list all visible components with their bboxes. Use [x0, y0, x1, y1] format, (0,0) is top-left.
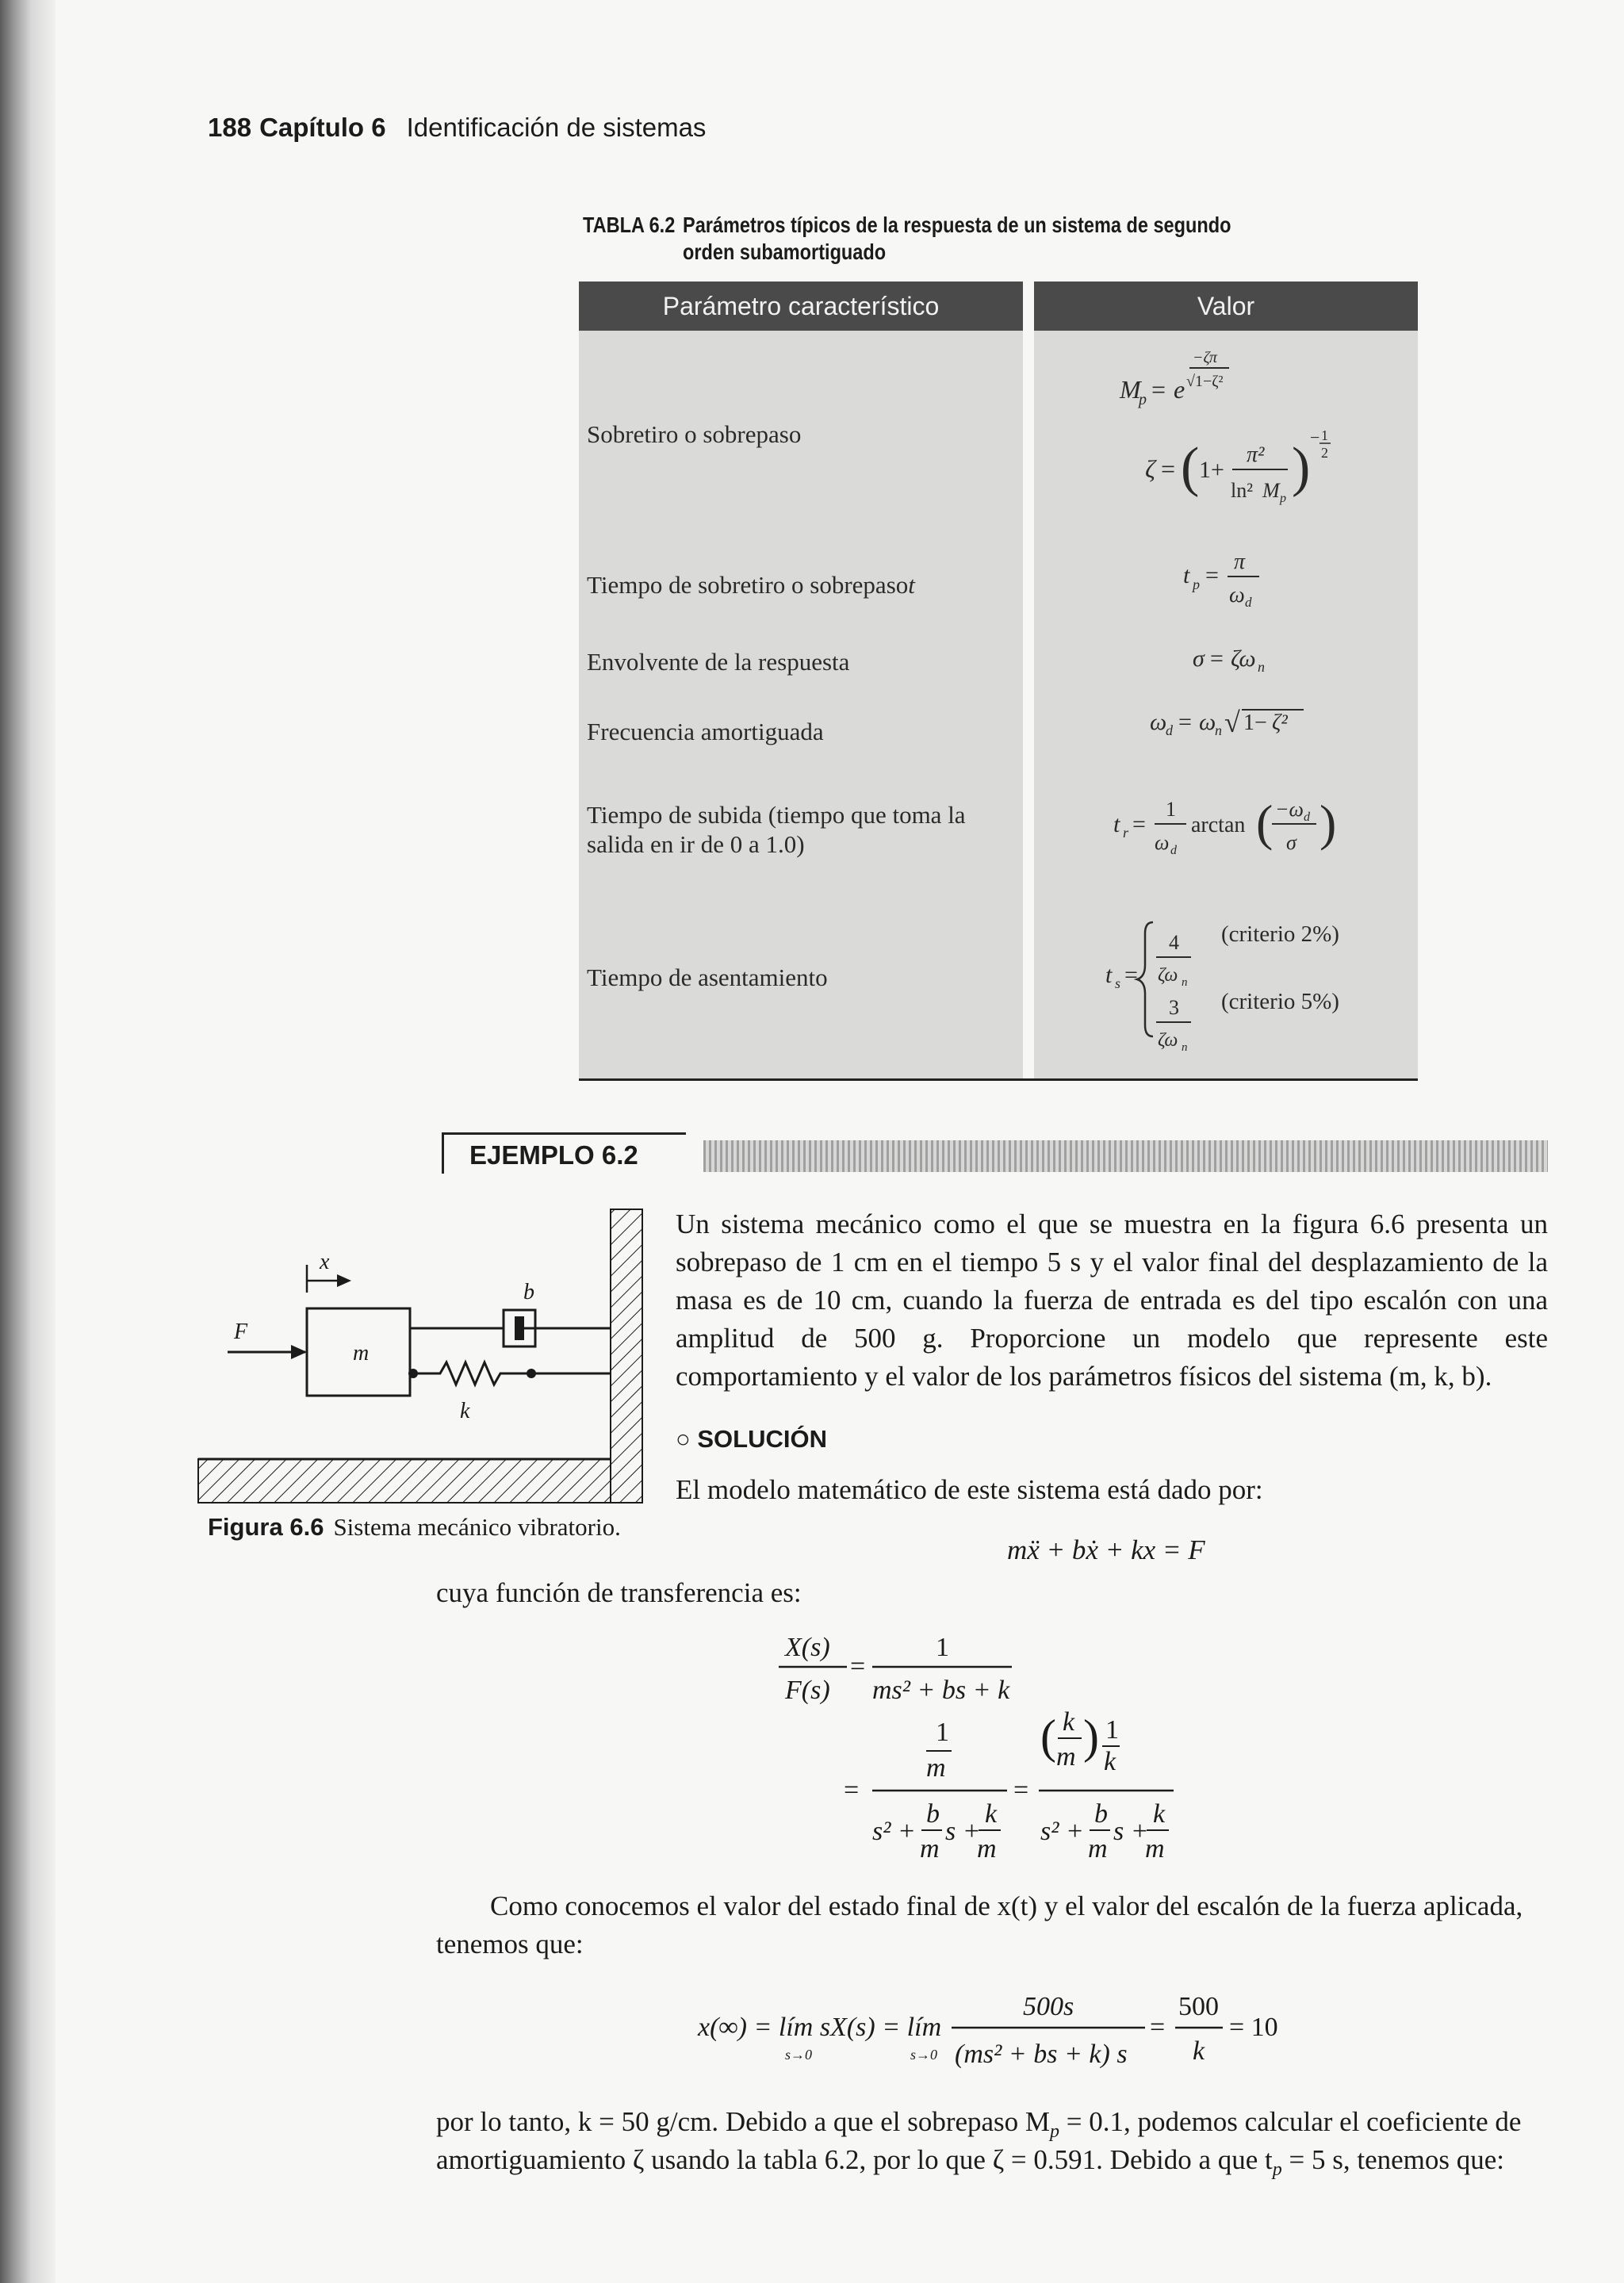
- svg-text:−: −: [1310, 427, 1320, 447]
- label-F: F: [234, 1320, 248, 1344]
- header-value: Valor: [1034, 282, 1418, 331]
- svg-text:1+: 1+: [1199, 457, 1224, 483]
- svg-text:ln²: ln²: [1231, 479, 1254, 502]
- svg-text:b: b: [926, 1799, 940, 1829]
- svg-text:1: 1: [1105, 1715, 1119, 1745]
- svg-text:1: 1: [1166, 798, 1176, 821]
- row-settling-time-name: Tiempo de asentamiento: [587, 963, 828, 991]
- row-damped-frequency-name: Frecuencia amortiguada: [587, 718, 824, 745]
- svg-text:m: m: [1088, 1834, 1108, 1864]
- model-intro: El modelo matemático de este sistema está dado por:: [676, 1474, 1263, 1505]
- svg-text:k: k: [985, 1799, 998, 1829]
- svg-text:=: =: [1013, 1775, 1029, 1805]
- svg-text:=: =: [1150, 2013, 1166, 2042]
- svg-text:k: k: [1104, 1747, 1116, 1776]
- svg-text:ω: ω: [1229, 583, 1245, 607]
- svg-text:t: t: [1105, 962, 1113, 988]
- figure-mechanical-system: [194, 1205, 646, 1507]
- chapter-label: Capítulo 6: [259, 113, 386, 142]
- running-head: [208, 113, 706, 143]
- svg-text:m: m: [920, 1834, 940, 1864]
- table-caption-line2: orden subamortiguado: [683, 239, 887, 264]
- formula-rise-time: [1113, 795, 1336, 857]
- chapter-title: Identificación de sistemas: [406, 113, 707, 142]
- svg-text:(: (: [1040, 1710, 1056, 1763]
- formula-settling-time: [1105, 922, 1191, 1054]
- svg-text:m: m: [1056, 1742, 1076, 1772]
- svg-text:(: (: [1256, 795, 1274, 851]
- svg-text:−ζπ: −ζπ: [1193, 349, 1217, 366]
- svg-text:σ: σ: [1286, 831, 1297, 854]
- fv-k-den: k: [1193, 2036, 1205, 2066]
- svg-text:): ): [1320, 795, 1337, 851]
- wall: [611, 1209, 642, 1503]
- svg-text:s +: s +: [945, 1817, 981, 1846]
- svg-text:π: π: [1234, 550, 1246, 574]
- tf-numerator: X(s): [785, 1633, 830, 1662]
- svg-text:d: d: [1245, 595, 1252, 610]
- svg-text:p: p: [1193, 576, 1200, 592]
- svg-text:m: m: [926, 1753, 946, 1783]
- fv-sub-1: s→0: [785, 2047, 813, 2063]
- formula-zeta: [1145, 427, 1331, 505]
- svg-text:(: (: [1181, 437, 1200, 498]
- svg-text:p: p: [1280, 492, 1286, 505]
- example-label: EJEMPLO 6.2: [442, 1132, 686, 1174]
- fv-lhs: x(∞) = lím sX(s) = lím: [698, 2013, 942, 2042]
- label-x: x: [320, 1250, 330, 1274]
- label-m: m: [353, 1341, 370, 1366]
- svg-text:=: =: [1161, 454, 1176, 483]
- scan-binding-shadow: [0, 0, 56, 2283]
- svg-text:√: √: [1224, 707, 1240, 738]
- row-rise-time-name-1: Tiempo de subida (tiempo que toma la: [587, 801, 966, 829]
- formula-peak-time: [1183, 550, 1259, 610]
- svg-text:s +: s +: [1113, 1817, 1149, 1846]
- row-rise-time-name-2: salida en ir de 0 a 1.0): [587, 830, 805, 858]
- svg-text:n: n: [1182, 976, 1188, 989]
- fv-k-num: 500: [1178, 1992, 1219, 2021]
- conclusion-line-2: amortiguamiento ζ usando la tabla 6.2, por lo que ζ = 0.591. Debido a que $t_p = 5$ s, tenemos que:: [436, 2144, 1505, 2180]
- figure-caption: Figura 6.6 Sistema mecánico vibratorio.: [208, 1513, 621, 1541]
- svg-text:e: e: [1174, 375, 1185, 404]
- svg-text:d: d: [1304, 810, 1310, 824]
- example-statement: Un sistema mecánico como el que se muestra en la figura 6.6 presenta un sobrepaso de 1 cm en el tiempo 5 s y el valor final del desplazamiento de la masa es de 10 cm, cuando la fuerza de entrada es del tipo escalón con una amplitud de 500 g. Proporcione un modelo que represente este comportamiento y el valor de los parámetros físicos del sistema (m, k, b).: [676, 1209, 1548, 1392]
- svg-text:t: t: [1113, 811, 1120, 837]
- svg-text:3: 3: [1169, 996, 1179, 1019]
- svg-text:d: d: [1166, 722, 1173, 738]
- svg-text:=: =: [850, 1652, 866, 1681]
- svg-text:p: p: [1139, 391, 1147, 408]
- svg-text:M: M: [1120, 375, 1141, 404]
- example-stripe: [703, 1140, 1548, 1172]
- example-header: [442, 1132, 1548, 1174]
- svg-text:ω: ω: [1199, 709, 1216, 735]
- criterion-2-percent: (criterio 2%): [1221, 921, 1339, 947]
- svg-text:k: k: [1063, 1707, 1075, 1737]
- fv-result: = 10: [1229, 2013, 1278, 2042]
- equation-motion: mẍ + bẋ + kx = F: [1007, 1534, 1205, 1565]
- svg-text:r: r: [1123, 825, 1129, 841]
- svg-text:ζ: ζ: [1145, 454, 1155, 483]
- svg-text:s² +: s² +: [1040, 1817, 1084, 1846]
- svg-text:n: n: [1182, 1041, 1188, 1054]
- svg-text:=: =: [1210, 645, 1224, 672]
- conclusion-line-1: por lo tanto, k = 50 g/cm. Debido a que el sobrepaso $M_p = 0.1$, podemos calcular el coeficiente de: [436, 2106, 1522, 2142]
- fv-den: (ms² + bs + k) s: [955, 2040, 1128, 2069]
- formula-overshoot: [1119, 349, 1229, 408]
- row-peak-time-name: Tiempo de sobretiro o sobrepasot: [587, 571, 915, 599]
- svg-text:ζω: ζω: [1231, 645, 1256, 672]
- svg-text:s² +: s² +: [872, 1817, 916, 1846]
- svg-text:m: m: [1145, 1834, 1165, 1864]
- parameters-table: [579, 282, 1418, 1081]
- final-value-equation: [690, 1986, 1293, 2082]
- tf-one: 1: [936, 1633, 949, 1662]
- svg-text:ω: ω: [1155, 831, 1170, 854]
- final-value-intro-1: Como conocemos el valor del estado final de x(t) y el valor del escalón de la fuerza aplicada,: [490, 1890, 1523, 1921]
- svg-text:=: =: [1151, 375, 1166, 404]
- svg-text:k: k: [1153, 1799, 1166, 1829]
- page-number: 188: [208, 113, 252, 142]
- svg-text:4: 4: [1169, 931, 1179, 954]
- formula-graphics: [1034, 331, 1418, 1078]
- svg-text:m: m: [977, 1834, 997, 1864]
- svg-text:ζω: ζω: [1158, 1030, 1178, 1051]
- ground: [198, 1459, 611, 1503]
- svg-text:=: =: [1205, 562, 1219, 588]
- svg-text:t: t: [1183, 562, 1190, 588]
- svg-text:n: n: [1215, 722, 1222, 738]
- transfer-function-intro: cuya función de transferencia es:: [436, 1577, 802, 1608]
- svg-text:1: 1: [936, 1718, 949, 1747]
- svg-text:n: n: [1258, 659, 1265, 675]
- svg-text:): ): [1292, 437, 1311, 498]
- svg-text:): ): [1083, 1710, 1099, 1763]
- svg-text:=: =: [1178, 709, 1192, 735]
- svg-text:σ: σ: [1193, 645, 1205, 672]
- table-bottom-rule: [579, 1078, 1418, 1081]
- svg-text:=: =: [1124, 962, 1138, 988]
- solution-heading: ○ SOLUCIÓN: [676, 1425, 827, 1453]
- svg-text:=: =: [1132, 811, 1146, 837]
- svg-text:d: d: [1170, 844, 1177, 857]
- table-caption: [583, 212, 1289, 266]
- transfer-function: [761, 1618, 1205, 1879]
- svg-text:ζω: ζω: [1158, 965, 1178, 986]
- svg-text:arctan: arctan: [1191, 813, 1246, 837]
- svg-text:1−: 1−: [1243, 711, 1267, 735]
- table-caption-line1: Parámetros típicos de la respuesta de un sistema de segundo: [683, 213, 1231, 237]
- formula-damped-frequency: [1150, 707, 1304, 738]
- header-parameter: Parámetro característico: [579, 282, 1023, 331]
- label-b: b: [523, 1280, 534, 1304]
- row-overshoot-name: Sobretiro o sobrepaso: [587, 420, 802, 448]
- criterion-5-percent: (criterio 5%): [1221, 989, 1339, 1014]
- svg-text:ζ²: ζ²: [1272, 711, 1288, 735]
- svg-text:ω: ω: [1150, 709, 1167, 735]
- fv-num: 500s: [1023, 1992, 1074, 2021]
- svg-text:M: M: [1262, 479, 1280, 502]
- svg-text:1: 1: [1321, 427, 1328, 443]
- table-number: TABLA 6.2: [583, 213, 676, 237]
- row-envelope-name: Envolvente de la respuesta: [587, 648, 850, 676]
- final-value-intro-2: tenemos que:: [436, 1929, 584, 1959]
- fv-sub-2: s→0: [910, 2047, 938, 2063]
- label-k: k: [460, 1399, 470, 1423]
- svg-text:s: s: [1115, 975, 1121, 991]
- svg-text:2: 2: [1321, 445, 1328, 461]
- tf-den1: ms² + bs + k: [872, 1676, 1010, 1705]
- svg-text:√1−ζ²: √1−ζ²: [1186, 373, 1224, 390]
- formula-envelope: [1193, 645, 1265, 675]
- tf-denominator: F(s): [785, 1676, 830, 1705]
- svg-text:=: =: [844, 1775, 860, 1805]
- spring: [410, 1362, 611, 1385]
- svg-text:b: b: [1094, 1799, 1108, 1829]
- svg-text:−ω: −ω: [1275, 798, 1304, 821]
- svg-text:π²: π²: [1247, 442, 1265, 467]
